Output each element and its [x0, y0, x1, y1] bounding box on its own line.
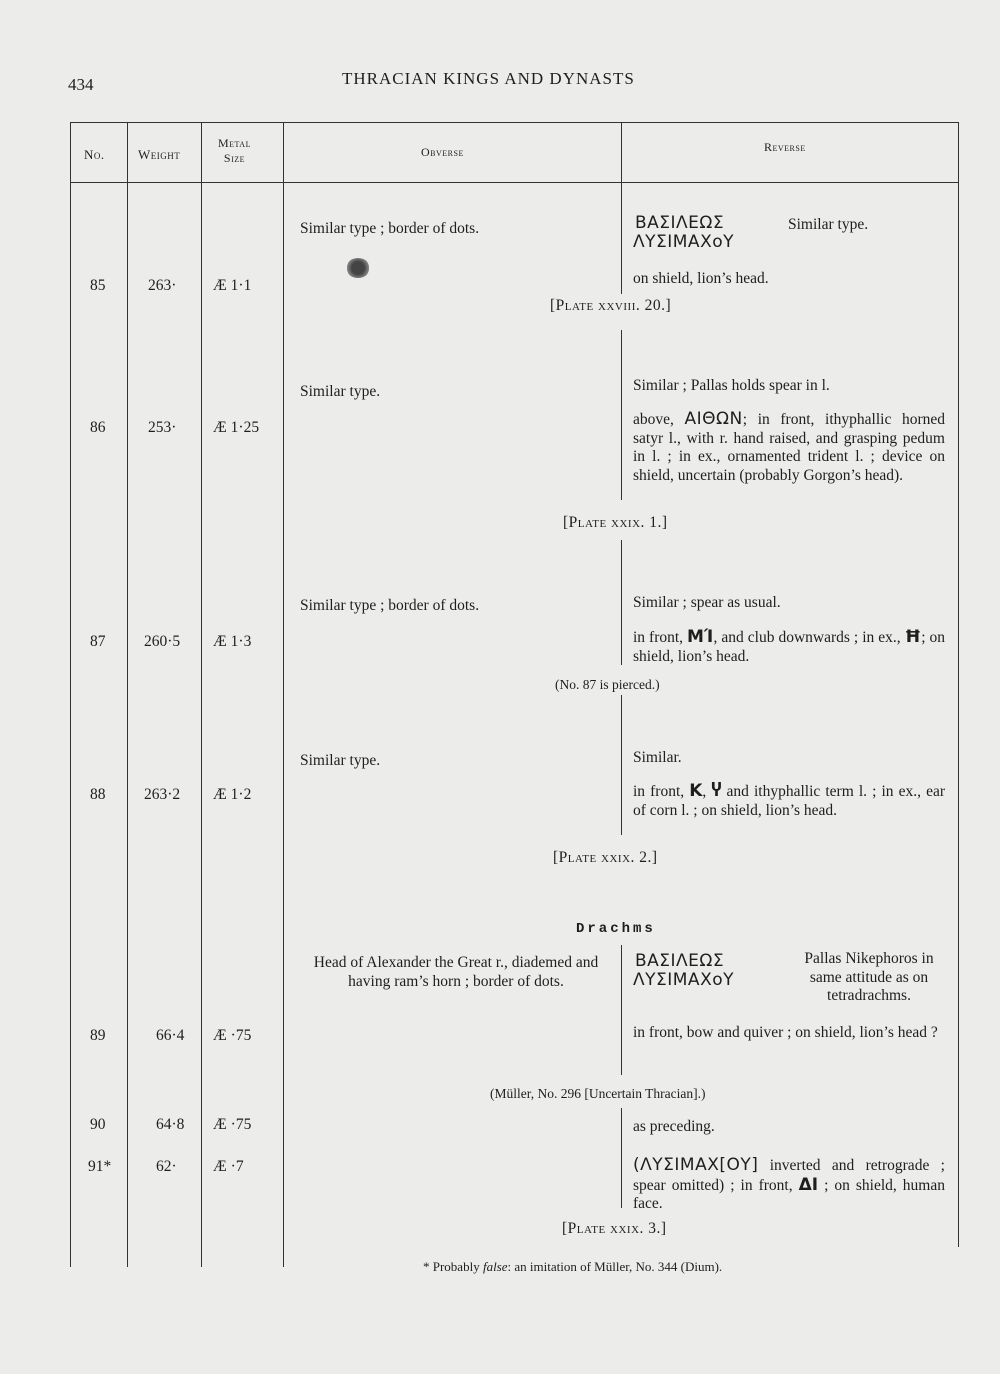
drachms-legend-line2: ΛΥΣΙΜΑΧοΥ [633, 970, 734, 990]
header-weight: Weight [138, 147, 181, 162]
col-rule-metal [283, 122, 284, 1267]
reverse-description: in front, bow and quiver ; on shield, lion’s head ? [633, 1024, 938, 1041]
row-weight: 253· [148, 419, 177, 436]
row-metal: Æ ·75 [213, 1116, 252, 1133]
row-no: 86 [90, 419, 106, 436]
header-metal-size: Metal Size [218, 136, 251, 165]
drachms-reverse-type: Pallas Nikephoros in same attitude as on tetradrachms. [804, 950, 934, 1004]
row-weight: 62· [156, 1158, 177, 1175]
row-metal: Æ ·75 [213, 1027, 252, 1044]
row-weight: 263· [148, 277, 177, 294]
row-no: 91* [88, 1158, 112, 1175]
row-weight: 263·2 [144, 786, 181, 803]
row-obverse: Similar type ; border of dots. [300, 597, 480, 614]
row-obverse: Similar type. [300, 752, 381, 769]
muller-reference: (Müller, No. 296 [Uncertain Thracian].) [490, 1086, 706, 1101]
pierced-note: (No. 87 is pierced.) [555, 677, 660, 692]
drachms-obverse: Head of Alexander the Great r., diademed and having ram’s horn ; border of dots. [313, 954, 599, 990]
monogram-icon: ΜΊ [687, 627, 714, 647]
footnote: * Probably false: an imitation of Müller, No. 344 (Dium). [423, 1259, 723, 1274]
reverse-legend: ΑΙΘΩΝ [684, 409, 743, 429]
ink-blot-icon [346, 258, 370, 278]
reverse-description: in front, K, Ⴤ and ithyphallic term l. ; in ex., ear of corn l. ; on shield, lion’s head. [633, 781, 945, 819]
reverse-heading: Similar ; Pallas holds spear in l. [633, 377, 830, 394]
mid-rule-3 [621, 540, 622, 665]
header-no: No. [84, 147, 105, 162]
table-header-rule [70, 182, 959, 183]
monogram-icon: Ħ [904, 627, 922, 647]
monogram-icon: ΔΙ [798, 1174, 819, 1195]
reverse-legend: (ΛΥΣΙΜΑΧ[ΟΥ] [633, 1155, 759, 1175]
col-rule-left [70, 122, 71, 1267]
monogram-icon: Ⴤ [711, 781, 722, 801]
reverse-description: (ΛΥΣΙΜΑΧ[ΟΥ] inverted and retrograde ; spear omitted) ; in front, ΔΙ ; on shield, human face. [633, 1155, 945, 1212]
row-metal: Æ 1·1 [213, 277, 252, 294]
row-no: 87 [90, 633, 106, 650]
reverse-legend-line1: ΒΑΣΙΛΕΩΣ [635, 213, 725, 233]
row-weight: 66·4 [156, 1027, 185, 1044]
plate-reference: [Plate xxix. 2.] [553, 849, 658, 866]
table-top-rule [70, 122, 959, 123]
running-title: THRACIAN KINGS AND DYNASTS [342, 69, 635, 88]
row-weight: 260·5 [144, 633, 181, 650]
row-weight: 64·8 [156, 1116, 185, 1133]
reverse-text: on shield, lion’s head. [633, 270, 769, 287]
row-no: 90 [90, 1116, 106, 1133]
drachms-legend-line1: ΒΑΣΙΛΕΩΣ [635, 951, 725, 971]
reverse-heading: Similar ; spear as usual. [633, 594, 781, 611]
section-title: Drachms [576, 921, 656, 937]
row-metal: Æ ·7 [213, 1158, 244, 1175]
monogram-icon: K [689, 781, 703, 801]
header-obverse: Obverse [421, 145, 464, 159]
col-rule-no [127, 122, 128, 1267]
row-metal: Æ 1·2 [213, 786, 252, 803]
mid-rule-6 [621, 1108, 622, 1208]
col-rule-obverse-top [621, 122, 622, 182]
reverse-side-text: Similar type. [788, 216, 869, 233]
mid-rule-2 [621, 330, 622, 500]
reverse-description: in front, ΜΊ, and club downwards ; in ex., Ħ; on shield, lion’s head. [633, 627, 945, 665]
reverse-description: as preceding. [633, 1118, 715, 1135]
col-rule-right [958, 122, 959, 1247]
row-no: 89 [90, 1027, 106, 1044]
row-metal: Æ 1·25 [213, 419, 260, 436]
page-number: 434 [68, 75, 94, 94]
mid-rule-5 [621, 945, 622, 1075]
row-no: 88 [90, 786, 106, 803]
plate-reference: [Plate xxix. 1.] [563, 514, 668, 531]
mid-rule-1 [621, 182, 622, 294]
reverse-heading: Similar. [633, 749, 682, 766]
plate-reference: [Plate xxix. 3.] [562, 1220, 667, 1237]
header-reverse: Reverse [764, 140, 806, 154]
row-metal: Æ 1·3 [213, 633, 252, 650]
row-no: 85 [90, 277, 106, 294]
col-rule-weight [201, 122, 202, 1267]
row-obverse: Similar type. [300, 383, 381, 400]
row-obverse: Similar type ; border of dots. [300, 220, 480, 237]
mid-rule-4 [621, 695, 622, 835]
reverse-legend-line2: ΛΥΣΙΜΑΧοΥ [633, 232, 734, 252]
reverse-description: above, ΑΙΘΩΝ; in front, ithyphallic horned satyr l., with r. hand raised, and grasping pedum in l. ; in ex., ornamented trident l. ; device on shield, uncertain (probably Gorgon’s head). [633, 409, 946, 484]
plate-reference: [Plate xxviii. 20.] [550, 297, 672, 314]
